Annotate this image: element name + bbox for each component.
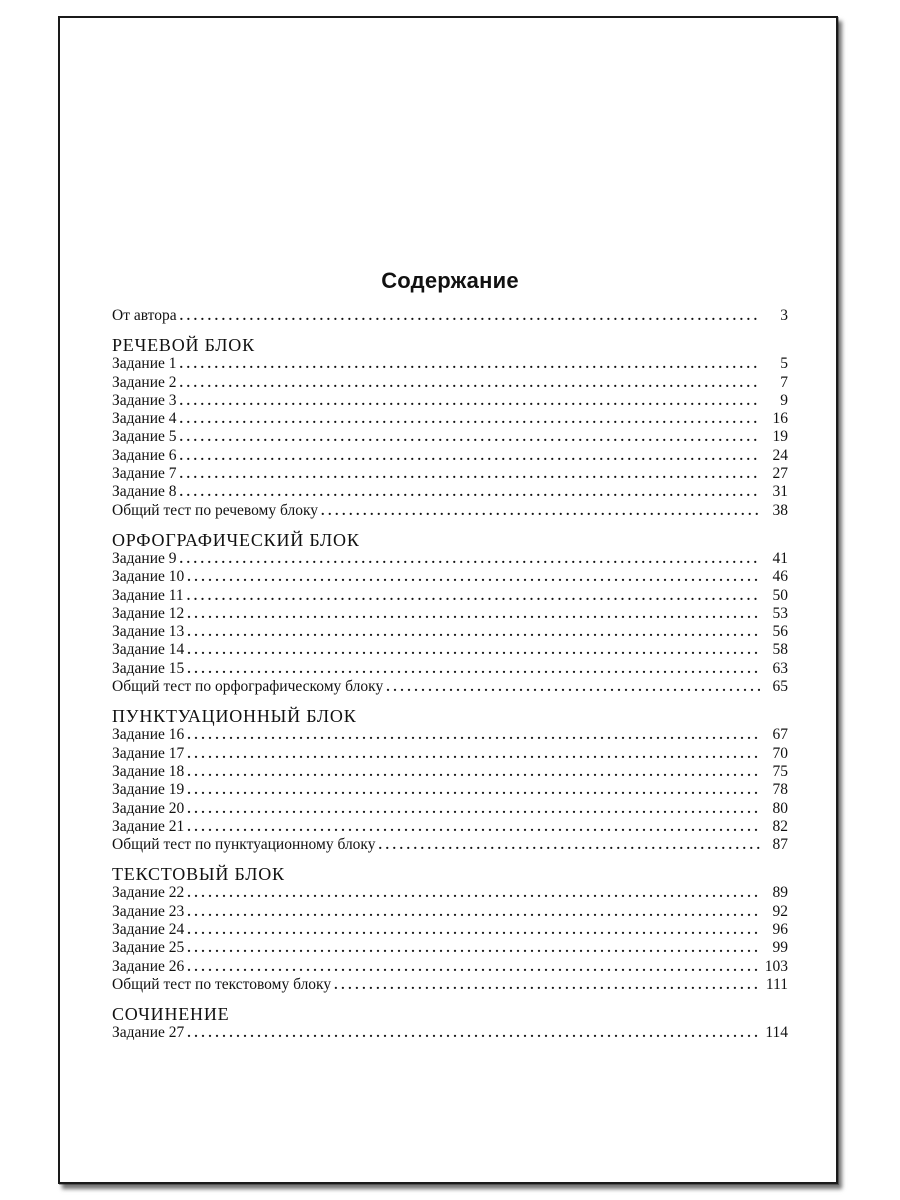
toc-entry[interactable] (112, 726, 788, 744)
toc-entry-label: Общий тест по текстовому блоку (112, 975, 332, 993)
toc-entry[interactable] (112, 568, 788, 586)
toc-entry[interactable] (112, 781, 788, 799)
toc-entry-label: От автора (112, 307, 177, 324)
toc-entry-label: Задание 7 (112, 465, 177, 483)
dot-leader (187, 940, 760, 958)
toc-entry[interactable] (112, 958, 788, 976)
dot-leader (180, 393, 760, 411)
toc-entry[interactable] (112, 502, 788, 520)
toc-entry[interactable] (112, 903, 788, 921)
toc-entry-label: Общий тест по пунктуационному блоку (112, 836, 376, 854)
dot-leader (180, 411, 760, 429)
toc-entry-page: 38 (772, 501, 788, 519)
toc-entry-label: Задание 15 (112, 659, 185, 677)
toc-entry-page: 114 (765, 1024, 788, 1042)
book-page (58, 16, 838, 1184)
toc-entry-label: Задание 1 (112, 355, 177, 373)
toc-entry[interactable] (112, 818, 788, 836)
toc-entry-label: Задание 24 (112, 921, 185, 939)
toc-entry[interactable] (112, 587, 788, 605)
toc-entry[interactable] (112, 355, 788, 373)
section-heading: ОРФОГРАФИЧЕСКИЙ БЛОК (112, 529, 360, 550)
toc-entry-page: 63 (772, 659, 788, 677)
toc-entry[interactable] (112, 465, 788, 483)
dot-leader (187, 885, 760, 903)
dot-leader (180, 551, 760, 569)
toc-entry-page: 50 (772, 586, 788, 604)
toc-entry-label: Задание 27 (112, 1024, 185, 1042)
toc-entry-page: 65 (772, 678, 788, 696)
toc-entry[interactable] (112, 678, 788, 696)
toc-entry-page: 41 (772, 549, 788, 567)
toc-entry-page: 82 (772, 817, 788, 835)
toc-entry-label: Задание 18 (112, 762, 185, 780)
toc-section-orthography (112, 530, 788, 696)
toc-entry-label: Задание 17 (112, 744, 185, 762)
toc-entry-page: 96 (772, 921, 788, 939)
section-heading: ПУНКТУАЦИОННЫЙ БЛОК (112, 706, 357, 727)
toc-entry-page: 53 (772, 604, 788, 622)
dot-leader (187, 661, 760, 679)
toc-entry-page: 9 (780, 391, 788, 409)
toc-entry-label: Задание 13 (112, 623, 185, 641)
dot-leader (379, 837, 761, 855)
dot-leader (187, 606, 760, 624)
dot-leader (180, 375, 760, 393)
dot-leader (334, 977, 760, 995)
dot-leader (386, 679, 760, 697)
toc-entry-page: 24 (772, 446, 788, 464)
toc-entry[interactable] (112, 374, 788, 392)
toc-entry-label: Общий тест по речевому блоку (112, 501, 319, 519)
toc-entry-page: 70 (772, 744, 788, 762)
toc-entry[interactable] (112, 447, 788, 465)
toc-section-text (112, 864, 788, 994)
toc-entry[interactable] (112, 745, 788, 763)
toc-entry-label: Задание 26 (112, 957, 185, 975)
toc-entry-label: Задание 8 (112, 483, 177, 501)
dot-leader (187, 569, 760, 587)
dot-leader (180, 308, 760, 326)
toc-entry-page: 16 (772, 410, 788, 428)
dot-leader (180, 356, 760, 374)
toc-entry-label: Задание 11 (112, 586, 184, 604)
toc-entry-page: 7 (780, 373, 788, 391)
dot-leader (187, 588, 760, 606)
toc-entry[interactable] (112, 921, 788, 939)
toc-entry-label: Задание 21 (112, 817, 185, 835)
toc-entry-label: Задание 9 (112, 549, 177, 567)
toc-entry-label: Задание 5 (112, 428, 177, 446)
toc-entry-page: 111 (765, 975, 788, 993)
toc-section-punctuation (112, 706, 788, 854)
toc-entry-page: 92 (772, 902, 788, 920)
toc-entry-page: 56 (772, 623, 788, 641)
toc-entry-label: Задание 23 (112, 902, 185, 920)
toc-entry-label: Задание 6 (112, 446, 177, 464)
toc-title: Содержание (381, 268, 519, 293)
toc-entry-label: Задание 16 (112, 726, 185, 744)
toc-entry-page: 31 (772, 483, 788, 501)
toc-entry-page: 99 (772, 939, 788, 957)
dot-leader (180, 484, 760, 502)
toc-entry[interactable] (112, 763, 788, 781)
section-heading: ТЕКСТОВЫЙ БЛОК (112, 864, 285, 885)
toc-entry[interactable] (112, 976, 788, 994)
section-heading: РЕЧЕВОЙ БЛОК (112, 335, 255, 356)
toc-entry-page: 46 (772, 568, 788, 586)
toc-entry[interactable] (112, 836, 788, 854)
toc-entry-page: 80 (772, 799, 788, 817)
toc-entry[interactable] (112, 392, 788, 410)
toc-entry-author[interactable] (112, 307, 788, 325)
toc-entry-page: 67 (772, 726, 788, 744)
dot-leader (187, 624, 760, 642)
toc-entry[interactable] (112, 428, 788, 446)
toc-entry[interactable] (112, 410, 788, 428)
toc-entry-label: Задание 12 (112, 604, 185, 622)
toc-entry-label: Задание 22 (112, 884, 185, 902)
dot-leader (187, 642, 760, 660)
toc-entry-page: 78 (772, 781, 788, 799)
toc-entry-page: 19 (772, 428, 788, 446)
toc-entry-page: 58 (772, 641, 788, 659)
toc-entry-page: 89 (772, 884, 788, 902)
toc-entry-page: 3 (780, 307, 788, 324)
toc-section-speech (112, 335, 788, 520)
toc-entry-label: Задание 2 (112, 373, 177, 391)
dot-leader (187, 801, 760, 819)
toc-entry[interactable] (112, 939, 788, 957)
toc-entry-page: 103 (764, 957, 788, 975)
section-heading: СОЧИНЕНИЕ (112, 1004, 230, 1025)
dot-leader (180, 429, 760, 447)
toc-entry[interactable] (112, 550, 788, 568)
dot-leader (321, 503, 760, 521)
dot-leader (187, 922, 760, 940)
toc-entry-label: Задание 19 (112, 781, 185, 799)
table-of-contents (112, 267, 788, 1043)
toc-entry-page: 5 (780, 355, 788, 373)
toc-entry-page: 27 (772, 465, 788, 483)
dot-leader (187, 959, 758, 977)
toc-entry-label: Задание 14 (112, 641, 185, 659)
toc-entry-label: Общий тест по орфографическому блоку (112, 678, 384, 696)
toc-entry[interactable] (112, 483, 788, 501)
toc-entry[interactable] (112, 623, 788, 641)
toc-entry-label: Задание 4 (112, 410, 177, 428)
toc-entry-page: 75 (772, 762, 788, 780)
dot-leader (180, 448, 760, 466)
dot-leader (187, 746, 760, 764)
dot-leader (180, 466, 760, 484)
toc-entry-label: Задание 20 (112, 799, 185, 817)
dot-leader (187, 819, 760, 837)
toc-entry[interactable] (112, 660, 788, 678)
dot-leader (187, 727, 760, 745)
dot-leader (187, 782, 760, 800)
toc-entry-label: Задание 25 (112, 939, 185, 957)
toc-section-essay (112, 1004, 788, 1042)
dot-leader (187, 1025, 759, 1043)
toc-entry[interactable] (112, 641, 788, 659)
toc-entry[interactable] (112, 884, 788, 902)
dot-leader (187, 904, 760, 922)
dot-leader (187, 764, 760, 782)
toc-entry[interactable] (112, 800, 788, 818)
toc-entry-label: Задание 10 (112, 568, 185, 586)
toc-entry[interactable] (112, 1024, 788, 1042)
toc-entry-label: Задание 3 (112, 391, 177, 409)
toc-entry-page: 87 (772, 836, 788, 854)
toc-entry[interactable] (112, 605, 788, 623)
